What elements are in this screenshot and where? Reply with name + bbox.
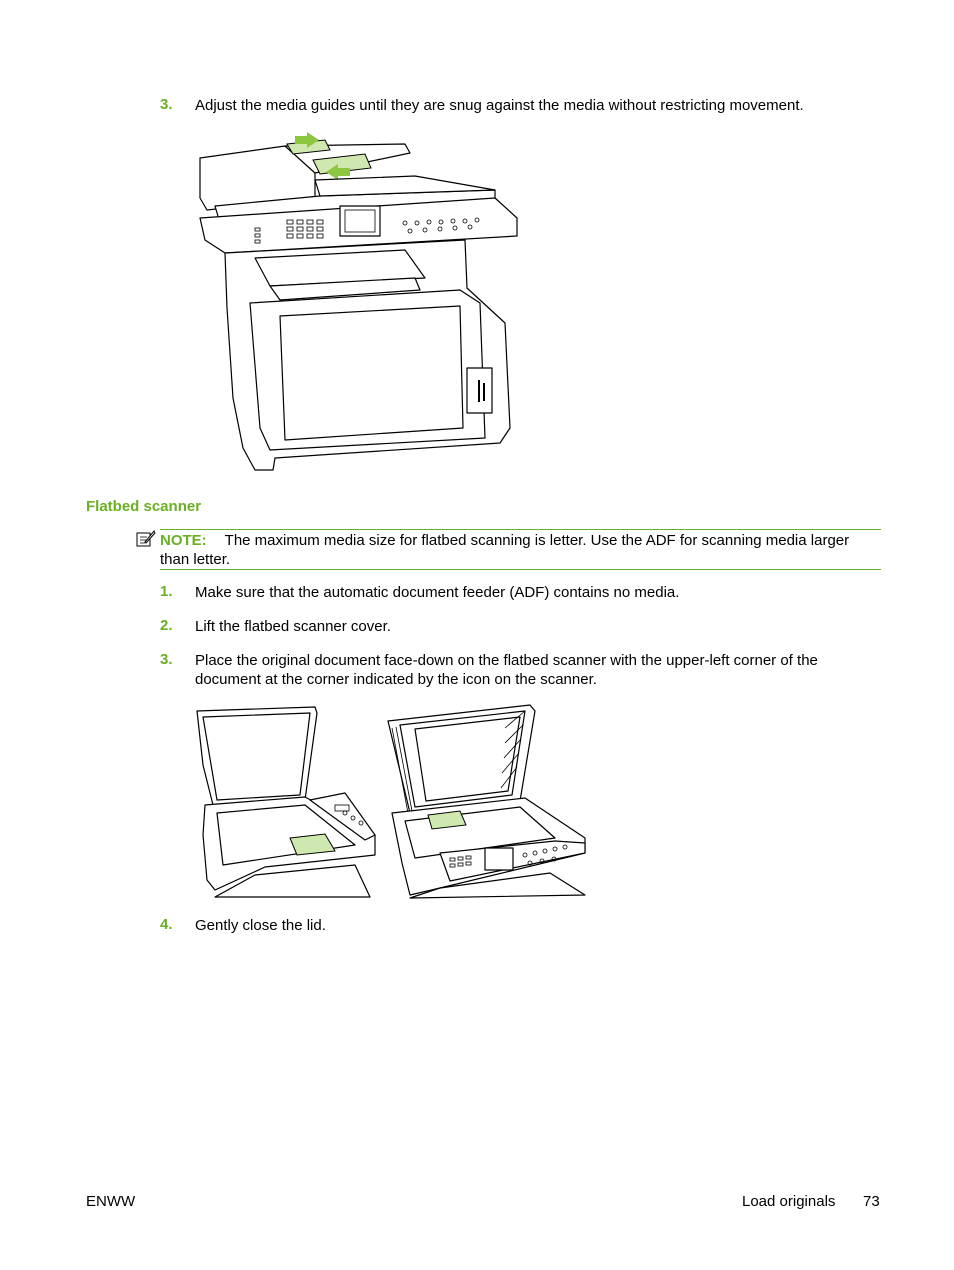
section-heading: Flatbed scanner — [86, 498, 202, 515]
note-line-1 — [160, 531, 885, 550]
step-number: 2. — [160, 617, 173, 634]
step-text: Make sure that the automatic document feeder (ADF) contains no media. — [195, 584, 680, 601]
step-text: Place the original document face-down on the flatbed scanner with the upper-left corner of the — [195, 652, 818, 669]
footer-section: Load originals — [742, 1193, 836, 1210]
note-line-2: than letter. — [160, 551, 231, 568]
flatbed-open-side-illustration — [195, 705, 380, 900]
step-number: 3. — [160, 96, 173, 113]
step-number: 1. — [160, 583, 173, 600]
flatbed-open-front-illustration — [380, 703, 590, 900]
printer-adf-illustration — [195, 128, 520, 473]
step-text: Gently close the lid. — [195, 917, 326, 934]
note-box — [160, 529, 881, 570]
footer-left: ENWW — [86, 1193, 136, 1210]
note-text: The maximum media size for flatbed scanning is letter. Use the ADF for scanning media larger — [224, 532, 850, 549]
step-number: 4. — [160, 916, 173, 933]
note-pencil-icon — [136, 530, 156, 548]
note-label: NOTE: — [160, 532, 207, 549]
step-text: Adjust the media guides until they are snug against the media without restricting movement. — [195, 97, 804, 114]
step-text: document at the corner indicated by the icon on the scanner. — [195, 671, 597, 688]
step-number: 3. — [160, 651, 173, 668]
page-number: 73 — [863, 1193, 880, 1210]
step-text: Lift the flatbed scanner cover. — [195, 618, 391, 635]
